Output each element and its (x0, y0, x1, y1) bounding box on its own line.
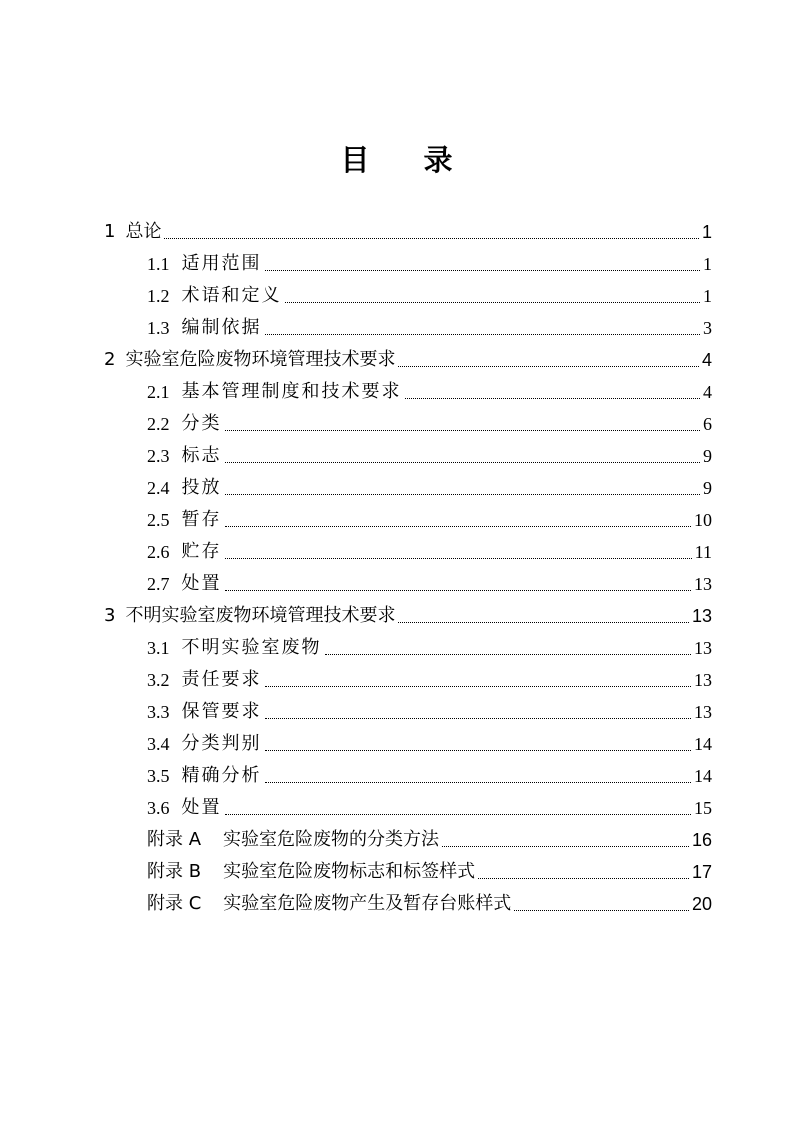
dot-leader (478, 877, 689, 879)
toc-entry-title: 处置 (181, 797, 222, 818)
toc-entry[interactable] (147, 472, 712, 504)
dot-leader (225, 525, 692, 527)
toc-entry-title: 处置 (181, 573, 222, 594)
toc-entry[interactable] (147, 568, 712, 600)
toc-entry[interactable] (147, 280, 712, 312)
toc-entry-title: 总论 (125, 221, 162, 242)
toc-entry-number: 1.1 (147, 254, 170, 274)
dot-leader (285, 301, 701, 303)
toc-entry-title: 分类判别 (181, 733, 262, 754)
toc-entry[interactable] (104, 344, 712, 376)
toc-entry-title: 术语和定义 (181, 285, 282, 306)
dot-leader (225, 429, 701, 431)
toc-entry-number: 2 (104, 349, 116, 370)
dot-leader (225, 557, 692, 559)
toc-entry-page: 13 (691, 606, 712, 626)
dot-leader (164, 237, 699, 239)
toc-entry[interactable] (147, 696, 712, 728)
toc-entry-title: 不明实验室废物环境管理技术要求 (125, 605, 396, 626)
toc-entry-page: 14 (694, 766, 712, 786)
toc-entry-number: 3.1 (147, 638, 170, 658)
dot-leader (225, 589, 692, 591)
dot-leader (398, 621, 689, 623)
toc-entry-title: 实验室危险废物标志和标签样式 (223, 861, 476, 882)
toc-entry-title: 投放 (181, 477, 222, 498)
dot-leader (225, 461, 701, 463)
toc-entry-title: 编制依据 (181, 317, 262, 338)
dot-leader (405, 397, 701, 399)
toc-entry-title: 适用范围 (181, 253, 262, 274)
toc-entry-number: 3.3 (147, 702, 170, 722)
toc-entry-page: 11 (694, 542, 712, 562)
toc-entry-page: 13 (694, 670, 712, 690)
dot-leader (265, 781, 692, 783)
toc-entry-title: 责任要求 (181, 669, 262, 690)
toc-entry[interactable] (147, 504, 712, 536)
toc-entry-title: 精确分析 (181, 765, 262, 786)
toc-entry[interactable] (147, 248, 712, 280)
dot-leader (325, 653, 692, 655)
toc-entry-number: 2.5 (147, 510, 170, 530)
toc-entry[interactable] (147, 312, 712, 344)
toc-entry-page: 13 (694, 638, 712, 658)
toc-entry-page: 4 (701, 350, 712, 370)
toc-entry-title: 保管要求 (181, 701, 262, 722)
dot-leader (398, 365, 699, 367)
toc-entry-page: 13 (694, 702, 712, 722)
toc-entry-page: 1 (701, 222, 712, 242)
toc-entry[interactable] (147, 664, 712, 696)
dot-leader (514, 909, 689, 911)
toc-entry-page: 20 (691, 894, 712, 914)
toc-entry[interactable] (104, 600, 712, 632)
toc-entry-page: 9 (703, 446, 712, 466)
toc-entry-title: 基本管理制度和技术要求 (181, 381, 402, 402)
toc-entry-page: 1 (703, 286, 712, 306)
toc-entry[interactable] (147, 440, 712, 472)
toc-entry[interactable] (104, 216, 712, 248)
dot-leader (265, 717, 692, 719)
toc-entry-number: 2.2 (147, 414, 170, 434)
toc-entry-page: 3 (703, 318, 712, 338)
toc-entry-number: 1 (104, 221, 116, 242)
toc-entry-number: 3.2 (147, 670, 170, 690)
dot-leader (265, 333, 701, 335)
toc-entry-number: 2.6 (147, 542, 170, 562)
toc-entry-number: 1.2 (147, 286, 170, 306)
dot-leader (225, 813, 692, 815)
page-title: 目 录 (340, 143, 475, 177)
toc-entry[interactable] (147, 536, 712, 568)
toc-entry-number: 2.3 (147, 446, 170, 466)
toc-entry-title: 实验室危险废物产生及暂存台账样式 (223, 893, 512, 914)
dot-leader (265, 685, 692, 687)
toc-entry-page: 13 (694, 574, 712, 594)
toc-entry-title: 不明实验室废物 (181, 637, 322, 658)
toc-entry-title: 贮存 (181, 541, 222, 562)
toc-entry-number: 附录 C (147, 893, 202, 914)
toc-entry-page: 4 (703, 382, 712, 402)
toc-entry[interactable] (147, 760, 712, 792)
dot-leader (442, 845, 689, 847)
toc-entry-page: 10 (694, 510, 712, 530)
toc-entry-title: 实验室危险废物的分类方法 (223, 829, 440, 850)
toc-entry-number: 3.5 (147, 766, 170, 786)
toc-entry[interactable] (147, 376, 712, 408)
toc-entry-page: 14 (694, 734, 712, 754)
toc-entry-page: 17 (691, 862, 712, 882)
toc-entry-number: 3 (104, 605, 116, 626)
toc-entry-number: 3.4 (147, 734, 170, 754)
toc-entry-number: 1.3 (147, 318, 170, 338)
toc-entry-number: 3.6 (147, 798, 170, 818)
toc-entry-number: 附录 A (147, 829, 202, 850)
toc-entry[interactable] (147, 408, 712, 440)
toc-entry-page: 1 (703, 254, 712, 274)
toc-entry[interactable] (147, 824, 712, 856)
dot-leader (225, 493, 701, 495)
dot-leader (265, 269, 701, 271)
toc-entry[interactable] (147, 888, 712, 920)
toc-entry-number: 附录 B (147, 861, 202, 882)
toc-entry[interactable] (147, 632, 712, 664)
toc-entry-page: 15 (694, 798, 712, 818)
toc-entry-number: 2.4 (147, 478, 170, 498)
dot-leader (265, 749, 692, 751)
toc-entry-title: 分类 (181, 413, 222, 434)
toc-entry-page: 16 (691, 830, 712, 850)
toc-entry[interactable] (147, 856, 712, 888)
toc-entry[interactable] (147, 728, 712, 760)
toc-entry-page: 9 (703, 478, 712, 498)
toc-entry-number: 2.7 (147, 574, 170, 594)
toc-entry-title: 实验室危险废物环境管理技术要求 (125, 349, 396, 370)
toc-entry-number: 2.1 (147, 382, 170, 402)
toc-entry-title: 暂存 (181, 509, 222, 530)
toc-entry-page: 6 (703, 414, 712, 434)
toc-entry[interactable] (147, 792, 712, 824)
toc-entry-title: 标志 (181, 445, 222, 466)
